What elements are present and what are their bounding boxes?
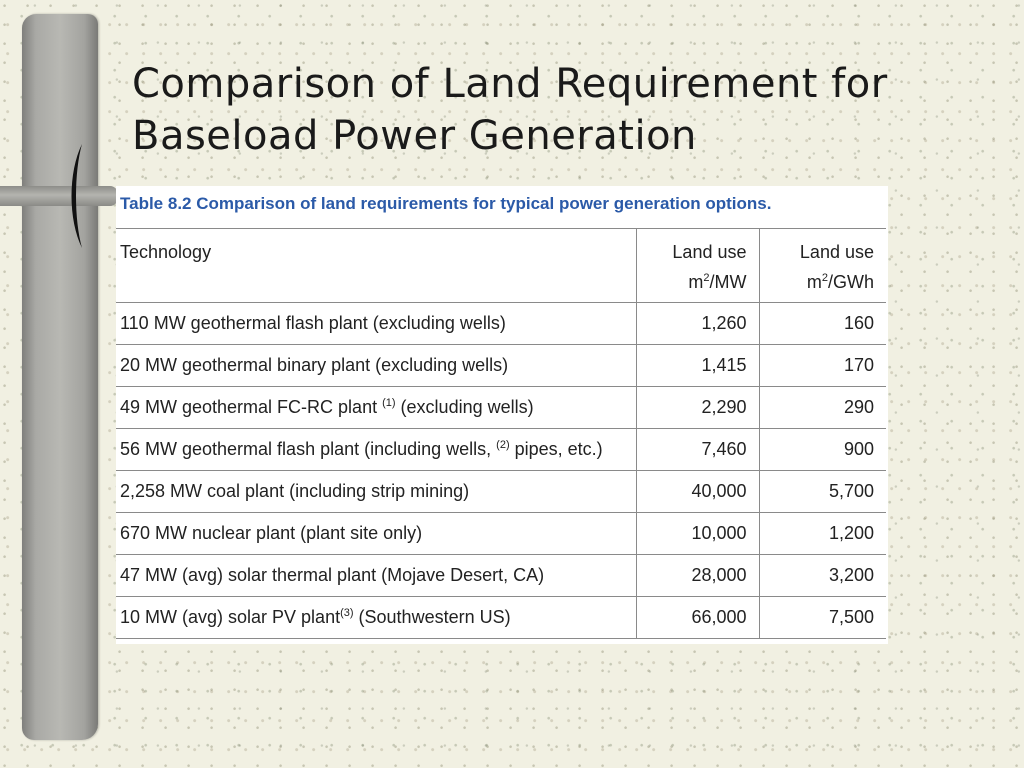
cell-technology: 110 MW geothermal flash plant (excluding wells) xyxy=(120,313,506,333)
cell-land-use-gwh: 3,200 xyxy=(759,555,886,597)
slide-title xyxy=(132,58,992,162)
table-row xyxy=(116,513,886,555)
header-land-use-gwh-label: Land use xyxy=(799,242,874,262)
header-technology: Technology xyxy=(120,242,212,262)
cell-land-use-mw: 10,000 xyxy=(636,513,759,555)
land-use-table-panel xyxy=(116,186,888,644)
title-line-2: Baseload Power Generation xyxy=(132,113,697,159)
table-caption: Table 8.2 Comparison of land requirements for typical power generation options. xyxy=(120,194,772,213)
cell-technology-text: 49 MW geothermal FC-RC plant xyxy=(120,397,383,417)
cell-land-use-mw: 1,415 xyxy=(636,345,759,387)
footnote-marker: (3) xyxy=(340,607,354,619)
cell-land-use-gwh: 170 xyxy=(759,345,886,387)
cell-land-use-mw: 7,460 xyxy=(636,429,759,471)
footnote-marker: (1) xyxy=(382,397,396,409)
cell-land-use-gwh: 5,700 xyxy=(759,471,886,513)
table-row xyxy=(116,345,886,387)
header-unit-gwh: /GWh xyxy=(827,272,874,292)
cell-technology xyxy=(116,597,636,639)
title-line-1: Comparison of Land Requirement for xyxy=(132,61,888,107)
table-row xyxy=(116,597,886,639)
decorative-pillar xyxy=(22,14,98,740)
cell-land-use-gwh: 7,500 xyxy=(759,597,886,639)
header-land-use-mw-label: Land use xyxy=(672,242,747,262)
cell-land-use-gwh: 1,200 xyxy=(759,513,886,555)
header-unit-sup: 2 xyxy=(703,272,710,284)
land-use-table xyxy=(116,228,886,639)
decorative-bracket-icon xyxy=(60,142,92,250)
header-unit-mw: /MW xyxy=(709,272,747,292)
cell-technology-text: 10 MW (avg) solar PV plant xyxy=(120,607,341,627)
cell-land-use-mw: 66,000 xyxy=(636,597,759,639)
cell-technology xyxy=(116,429,636,471)
cell-technology-text: (Southwestern US) xyxy=(353,607,511,627)
cell-technology-text: (excluding wells) xyxy=(395,397,534,417)
header-land-use-gwh xyxy=(759,229,886,303)
cell-land-use-mw: 28,000 xyxy=(636,555,759,597)
decorative-crossbar xyxy=(0,186,118,206)
cell-technology-text: 56 MW geothermal flash plant (including wells, xyxy=(120,439,497,459)
cell-land-use-gwh: 160 xyxy=(759,303,886,345)
table-row xyxy=(116,303,886,345)
table-row xyxy=(116,387,886,429)
cell-technology: 47 MW (avg) solar thermal plant (Mojave Desert, CA) xyxy=(120,565,545,585)
header-land-use-mw xyxy=(636,229,759,303)
cell-land-use-gwh: 290 xyxy=(759,387,886,429)
cell-land-use-gwh: 900 xyxy=(759,429,886,471)
table-row xyxy=(116,471,886,513)
header-unit-m: m xyxy=(806,272,822,292)
cell-technology: 20 MW geothermal binary plant (excluding wells) xyxy=(120,355,509,375)
table-row xyxy=(116,555,886,597)
cell-land-use-mw: 1,260 xyxy=(636,303,759,345)
cell-technology: 2,258 MW coal plant (including strip mining) xyxy=(120,481,470,501)
header-unit-m: m xyxy=(688,272,704,292)
header-unit-sup: 2 xyxy=(821,272,828,284)
table-header-row xyxy=(116,229,886,303)
cell-technology xyxy=(116,387,636,429)
footnote-marker: (2) xyxy=(496,439,510,451)
cell-land-use-mw: 40,000 xyxy=(636,471,759,513)
cell-land-use-mw: 2,290 xyxy=(636,387,759,429)
cell-technology-text: pipes, etc.) xyxy=(509,439,603,459)
cell-technology: 670 MW nuclear plant (plant site only) xyxy=(120,523,423,543)
table-row xyxy=(116,429,886,471)
